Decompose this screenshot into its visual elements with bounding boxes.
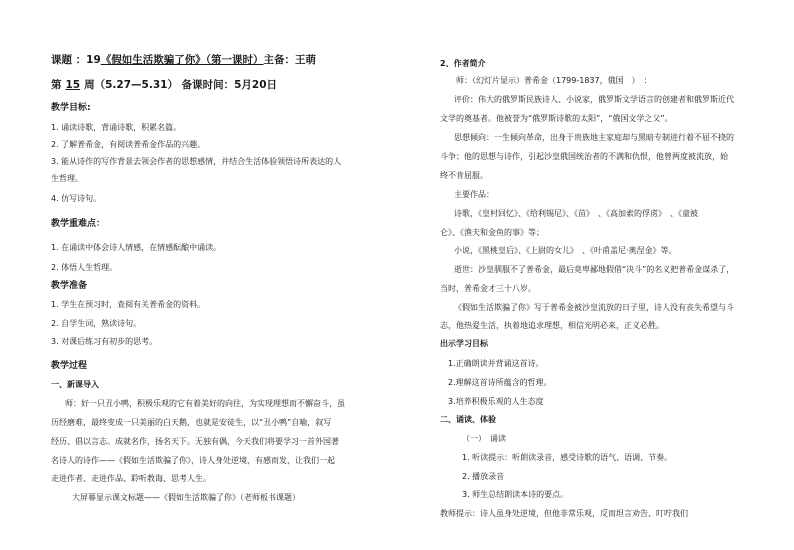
author-line: 逝世：沙皇驯服不了普希金，最后竟卑鄙地假借“决斗”的名义把普希金谋杀了， xyxy=(454,265,735,274)
goals-heading: 教学目标: xyxy=(51,103,91,113)
prep-item: 3. 对课后练习有初步的思考。 xyxy=(51,337,158,346)
lesson-title-line xyxy=(51,55,316,66)
prep-item: 1. 学生在预习时，查阅有关普希金的资料。 xyxy=(51,300,206,309)
keypoint-item: 1. 在诵读中体会诗人情感，在情感酝酿中诵读。 xyxy=(51,243,222,252)
lesson-title: 《假如生活欺骗了你》（第一课时） xyxy=(100,54,264,66)
author-line: 师：（幻灯片显示）普希金（1799-1837，俄国 ） ： xyxy=(456,76,652,85)
author-line: 《假如生活欺骗了你》写于普希金被沙皇流放的日子里，诗人没有丧失希望与斗 xyxy=(454,303,734,312)
goal-item: 1. 诵读诗歌，背诵诗歌，积累名篇。 xyxy=(51,123,182,132)
intro-line: 经历、倡以言志。成就名作，扬名天下。无独有偶，今天我们将要学习一首外国著 xyxy=(51,437,339,446)
author-line: 思想倾向：一生倾向革命，出身于贵族地主家庭却与黑暗专制进行着不屈不挠的 xyxy=(454,133,734,142)
week-number: 15 xyxy=(65,79,81,91)
goal-item: 3. 能从诗作的写作背景去领会作者的思想感情，并结合生活体验领悟诗所表达的人 xyxy=(51,157,342,166)
goal-item: 2. 了解普希金，有阅读普希金作品的兴趣。 xyxy=(51,140,206,149)
reading-item: 2. 播放录音 xyxy=(462,472,505,481)
intro-line: 历经磨难，最终变成一只美丽的白天鹅，也就是安徒生，以“丑小鸭”自喻，叙写 xyxy=(51,418,332,427)
intro-line: 师：好一只丑小鸭，积极乐观的它有着美好的向往，为实现理想而不懈奋斗，虽 xyxy=(65,399,345,408)
objectives-heading: 出示学习目标 xyxy=(440,339,488,348)
objective-item: 1.正确朗读并背诵这首诗。 xyxy=(448,359,544,368)
reading-item: 3. 师生总结朗读本诗的要点。 xyxy=(462,490,569,499)
reading-subheading: （一） 诵读 xyxy=(462,434,506,443)
author-line: 斗争；他的思想与诗作，引起沙皇俄国统治者的不满和仇恨，他曾两度被流放，始 xyxy=(440,152,728,161)
author-line: 仑》、《渔夫和金鱼的事》等； xyxy=(440,228,544,237)
lesson-prefix: 课题 ：19 xyxy=(51,54,101,66)
teacher-tip: 教师提示：诗人虽身处逆境，但他非常乐观，反而坦言劝告、叮咛我们 xyxy=(440,509,688,518)
process-heading: 教学过程 xyxy=(51,361,88,371)
keypoint-item: 2. 体悟人生哲理。 xyxy=(51,263,118,272)
intro-heading: 一、新课导入 xyxy=(51,380,99,389)
reading-heading: 二、诵读、体验 xyxy=(440,415,496,424)
objective-item: 2.理解这首诗所蕴含的哲理。 xyxy=(448,378,552,387)
intro-line: 名诗人的诗作——《假如生活欺骗了你》，诗人身处逆境，有感而发，让我们一起 xyxy=(51,456,335,465)
author-line: 诗歌，《皇村回忆》、《给利锡尼》、《苗》 、《高加索的俘虏》 、《童被 xyxy=(454,209,698,218)
author-line: 终不肯屈服。 xyxy=(440,171,488,180)
prep-item: 2. 自学生词，熟读诗句。 xyxy=(51,319,142,328)
week-rest: 周（5.27—5.31） 备课时间：5月20日 xyxy=(84,79,278,91)
intro-line: 走进作者、走进作品、聆听教诲、思考人生。 xyxy=(51,474,211,483)
week-line xyxy=(51,80,277,91)
author-line: 志，他热爱生活，执着地追求理想，相信光明必来，正义必胜。 xyxy=(440,321,664,330)
author-line: 主要作品： xyxy=(454,190,494,199)
reading-item: 1. 听读提示：听朗读录音，感受诗歌的语气、语调、节奏。 xyxy=(462,453,673,462)
author-line: 文学的奠基者。他被誉为“俄罗斯诗歌的太阳”，“俄国文学之父”。 xyxy=(440,114,673,123)
screen-note: 大屏幕显示课文标题——《假如生活欺骗了你》（老师板书课题） xyxy=(72,493,300,502)
prep-heading: 教学准备 xyxy=(51,281,88,291)
objective-item: 3.培养积极乐观的人生态度 xyxy=(448,397,544,406)
author-line: 小说，《黑桃皇后》、《上尉的女儿》 、《叶甫盖尼·奥涅金》等。 xyxy=(454,246,677,255)
author-line: 评价：伟大的俄罗斯民族诗人、小说家，俄罗斯文学语言的创建者和俄罗斯近代 xyxy=(454,95,734,104)
week-prefix: 第 xyxy=(51,79,62,91)
goal-item: 生哲理。 xyxy=(51,174,83,183)
goal-item: 4. 仿写诗句。 xyxy=(51,194,102,203)
lead-teacher: 主备：王萌 xyxy=(263,54,317,66)
author-line: 当时，普希金才三十八岁。 xyxy=(440,284,536,293)
author-heading: 2、作者简介 xyxy=(440,59,486,68)
keypoints-heading: 教学重难点： xyxy=(51,219,106,229)
